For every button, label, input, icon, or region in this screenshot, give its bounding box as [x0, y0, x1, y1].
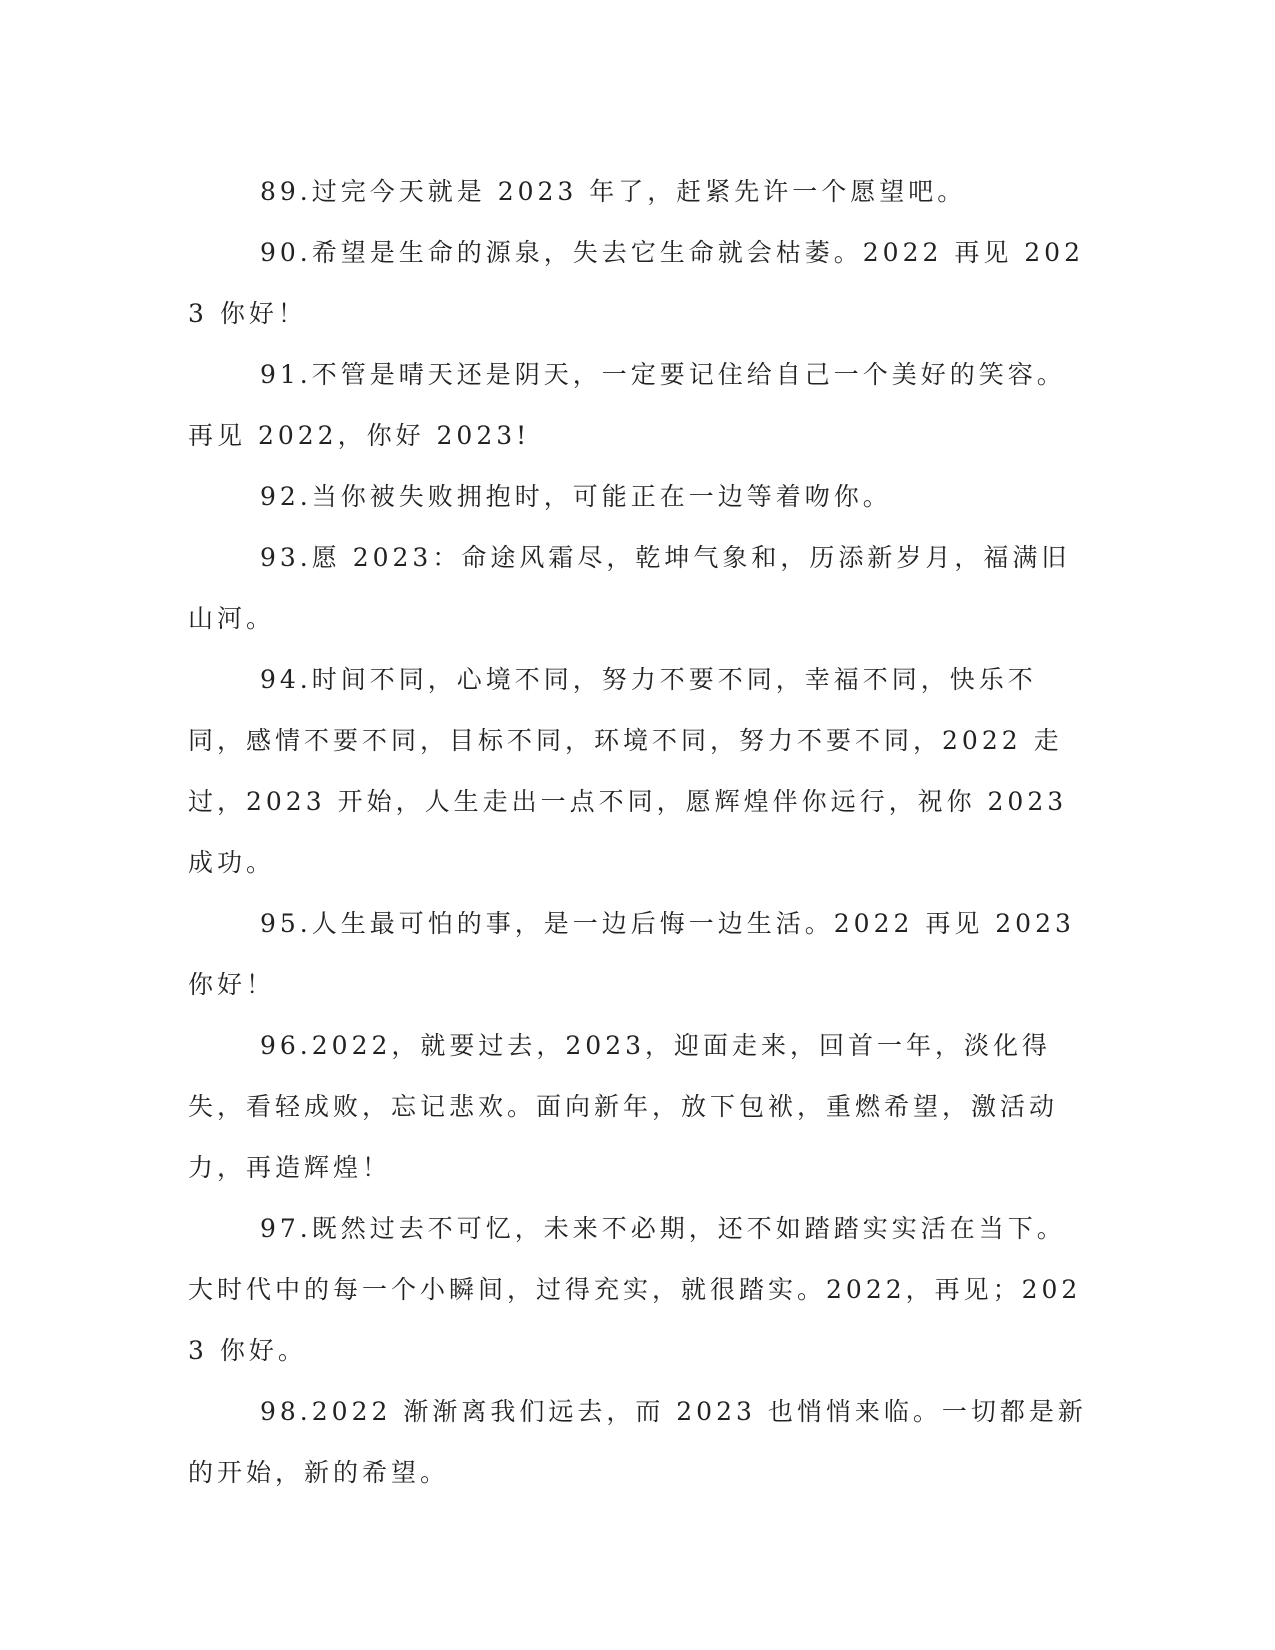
paragraph-96: 96.2022，就要过去，2023，迎面走来，回首一年，淡化得失，看轻成败，忘记悲欢。面向新年，放下包袱，重燃希望，激活动力，再造辉煌！: [188, 1031, 1059, 1182]
paragraph-95: 95.人生最可怕的事，是一边后悔一边生活。2022 再见 2023 你好！: [188, 909, 1075, 999]
paragraph-93: 93.愿 2023：命途风霜尽，乾坤气象和，历添新岁月，福满旧山河。: [188, 543, 1071, 633]
paragraph-91: 91.不管是晴天还是阴天，一定要记住给自己一个美好的笑容。再见 2022，你好 2023!: [188, 360, 1066, 450]
paragraph-89: 89.过完今天就是 2023 年了，赶紧先许一个愿望吧。: [260, 177, 967, 206]
paragraph-92: 92.当你被失败拥抱时，可能正在一边等着吻你。: [260, 482, 892, 511]
paragraph-94: 94.时间不同，心境不同，努力不要不同，幸福不同，快乐不同，感情不要不同，目标不同，环境不同，努力不要不同，2022 走过，2023 开始，人生走出一点不同，愿辉煌伴你远行，祝你 2023 成功。: [188, 665, 1068, 877]
paragraph-97: 97.既然过去不可忆，未来不必期，还不如踏踏实实活在当下。大时代中的每一个小瞬间，过得充实，就很踏实。2022，再见；2023 你好。: [188, 1214, 1082, 1365]
paragraph-90: 90.希望是生命的源泉，失去它生命就会枯萎。2022 再见 2023 你好！: [188, 238, 1084, 328]
document-body: [188, 161, 1088, 1503]
paragraph-98: 98.2022 渐渐离我们远去，而 2023 也悄悄来临。一切都是新的开始，新的希望。: [188, 1397, 1087, 1487]
